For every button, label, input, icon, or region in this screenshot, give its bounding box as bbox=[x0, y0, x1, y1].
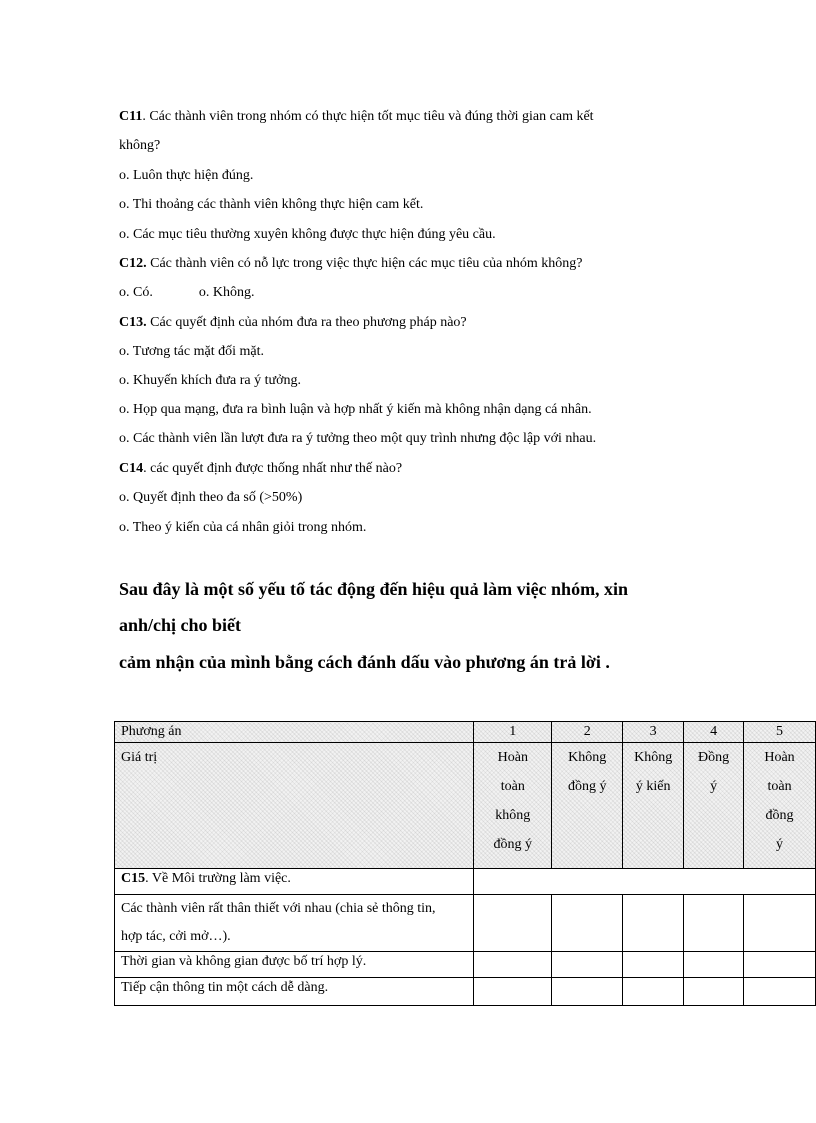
scale-number-2: 2 bbox=[552, 722, 623, 743]
answer-cell-4[interactable] bbox=[684, 895, 744, 952]
c11-option-2: o. Thi thoảng các thành viên không thực hiện cam kết. bbox=[119, 197, 424, 212]
likert-table bbox=[114, 721, 816, 1006]
c14-option-1: o. Quyết định theo đa số (>50%) bbox=[119, 490, 303, 505]
scale-label-2-line: Không bbox=[568, 750, 607, 765]
c11-option-1: o. Luôn thực hiện đúng. bbox=[119, 168, 254, 183]
answer-cell-1[interactable] bbox=[474, 952, 552, 978]
question-c13-text: Các quyết định của nhóm đưa ra theo phương pháp nào? bbox=[146, 315, 467, 330]
question-c14 bbox=[119, 460, 402, 478]
scale-label-2-line: đồng ý bbox=[567, 779, 607, 794]
instruction-line-2: anh/chị cho biết bbox=[119, 615, 242, 635]
c12-options bbox=[119, 284, 254, 302]
section-label: C15 bbox=[121, 871, 146, 886]
answer-cell-2[interactable] bbox=[552, 978, 623, 1006]
instruction-line-3: cảm nhận của mình bằng cách đánh dấu vào phương án trả lời . bbox=[119, 652, 610, 672]
answer-cell-3[interactable] bbox=[623, 978, 684, 1006]
c13-option-1: o. Tương tác mặt đối mặt. bbox=[119, 344, 264, 359]
row-statement-line: Các thành viên rất thân thiết với nhau (chia sẻ thông tin, bbox=[121, 901, 436, 916]
answer-cell-1[interactable] bbox=[474, 895, 552, 952]
value-label-cell bbox=[115, 743, 474, 869]
answer-cell-3[interactable] bbox=[623, 952, 684, 978]
scale-label-4-line: Đồng bbox=[698, 750, 730, 765]
row-statement-cell bbox=[115, 952, 474, 978]
answer-cell-4[interactable] bbox=[684, 978, 744, 1006]
scale-label-5-line: toàn bbox=[767, 779, 792, 794]
scale-label-1-line: không bbox=[495, 808, 531, 823]
scale-number-1: 1 bbox=[474, 722, 552, 743]
table-row bbox=[115, 978, 816, 1006]
c12-option-no: o. Không. bbox=[198, 285, 255, 300]
question-c13-label: C13. bbox=[119, 315, 147, 330]
answer-cell-5[interactable] bbox=[744, 895, 816, 952]
question-c11-label: C11 bbox=[119, 109, 143, 124]
c12-option-yes: o. Có. bbox=[119, 285, 153, 300]
table-value-row bbox=[115, 743, 816, 869]
scale-label-4 bbox=[684, 743, 744, 869]
section-text: . Về Môi trường làm việc. bbox=[145, 871, 291, 886]
scale-label-2 bbox=[552, 743, 623, 869]
table-row bbox=[115, 895, 816, 952]
section-row bbox=[115, 869, 816, 895]
table-row bbox=[115, 952, 816, 978]
c13-option-2: o. Khuyến khích đưa ra ý tưởng. bbox=[119, 373, 301, 388]
scale-label-3-line: ý kiến bbox=[635, 779, 671, 794]
section-title-cell bbox=[115, 869, 474, 895]
answer-cell-4[interactable] bbox=[684, 952, 744, 978]
c14-option-2: o. Theo ý kiến của cá nhân giỏi trong nhóm. bbox=[119, 520, 367, 535]
row-statement-cell bbox=[115, 895, 474, 952]
scale-number-5: 5 bbox=[744, 722, 816, 743]
scale-number-4: 4 bbox=[684, 722, 744, 743]
scale-label-5-line: ý bbox=[776, 837, 784, 852]
question-c11-line1 bbox=[119, 108, 594, 126]
question-c14-label: C14 bbox=[119, 461, 144, 476]
question-c12-text: Các thành viên có nỗ lực trong việc thực hiện các mục tiêu của nhóm không? bbox=[146, 256, 583, 271]
section-blank-cell bbox=[474, 869, 816, 895]
c13-option-3: o. Họp qua mạng, đưa ra bình luận và hợp nhất ý kiến mà không nhận dạng cá nhân. bbox=[119, 402, 592, 417]
header-label: Phương án bbox=[121, 724, 182, 739]
instruction-line-1: Sau đây là một số yếu tố tác động đến hiệu quả làm việc nhóm, xin bbox=[119, 579, 629, 599]
answer-cell-3[interactable] bbox=[623, 895, 684, 952]
answer-cell-5[interactable] bbox=[744, 978, 816, 1006]
scale-label-4-line: ý bbox=[710, 779, 718, 794]
header-label-cell bbox=[115, 722, 474, 743]
scale-label-3 bbox=[623, 743, 684, 869]
row-statement-line: hợp tác, cởi mở…). bbox=[121, 929, 231, 944]
row-statement-line: Thời gian và không gian được bố trí hợp lý. bbox=[121, 954, 367, 969]
row-statement-cell bbox=[115, 978, 474, 1006]
scale-label-1-line: đồng ý bbox=[493, 837, 533, 852]
question-c13 bbox=[119, 314, 467, 332]
value-label: Giá trị bbox=[121, 750, 158, 765]
question-c11-text: . Các thành viên trong nhóm có thực hiện tốt mục tiêu và đúng thời gian cam kết bbox=[142, 109, 594, 124]
scale-number-3: 3 bbox=[623, 722, 684, 743]
question-c12 bbox=[119, 255, 582, 273]
answer-cell-1[interactable] bbox=[474, 978, 552, 1006]
answer-cell-5[interactable] bbox=[744, 952, 816, 978]
scale-label-5 bbox=[744, 743, 816, 869]
scale-label-1 bbox=[474, 743, 552, 869]
question-c12-label: C12. bbox=[119, 256, 147, 271]
answer-cell-2[interactable] bbox=[552, 952, 623, 978]
question-c11-line2: không? bbox=[119, 138, 161, 153]
scale-label-1-line: toàn bbox=[500, 779, 525, 794]
c13-option-4: o. Các thành viên lần lượt đưa ra ý tưởng theo một quy trình nhưng độc lập với nhau. bbox=[119, 431, 597, 446]
answer-cell-2[interactable] bbox=[552, 895, 623, 952]
row-statement-line: Tiếp cận thông tin một cách dễ dàng. bbox=[121, 980, 329, 995]
scale-label-5-line: Hoàn bbox=[764, 750, 795, 765]
table-header-row bbox=[115, 722, 816, 743]
question-c14-text: . các quyết định được thống nhất như thế nào? bbox=[143, 461, 403, 476]
scale-label-1-line: Hoàn bbox=[497, 750, 528, 765]
scale-label-3-line: Không bbox=[634, 750, 673, 765]
scale-label-5-line: đồng bbox=[765, 808, 794, 823]
c11-option-3: o. Các mục tiêu thường xuyên không được thực hiện đúng yêu cầu. bbox=[119, 227, 496, 242]
